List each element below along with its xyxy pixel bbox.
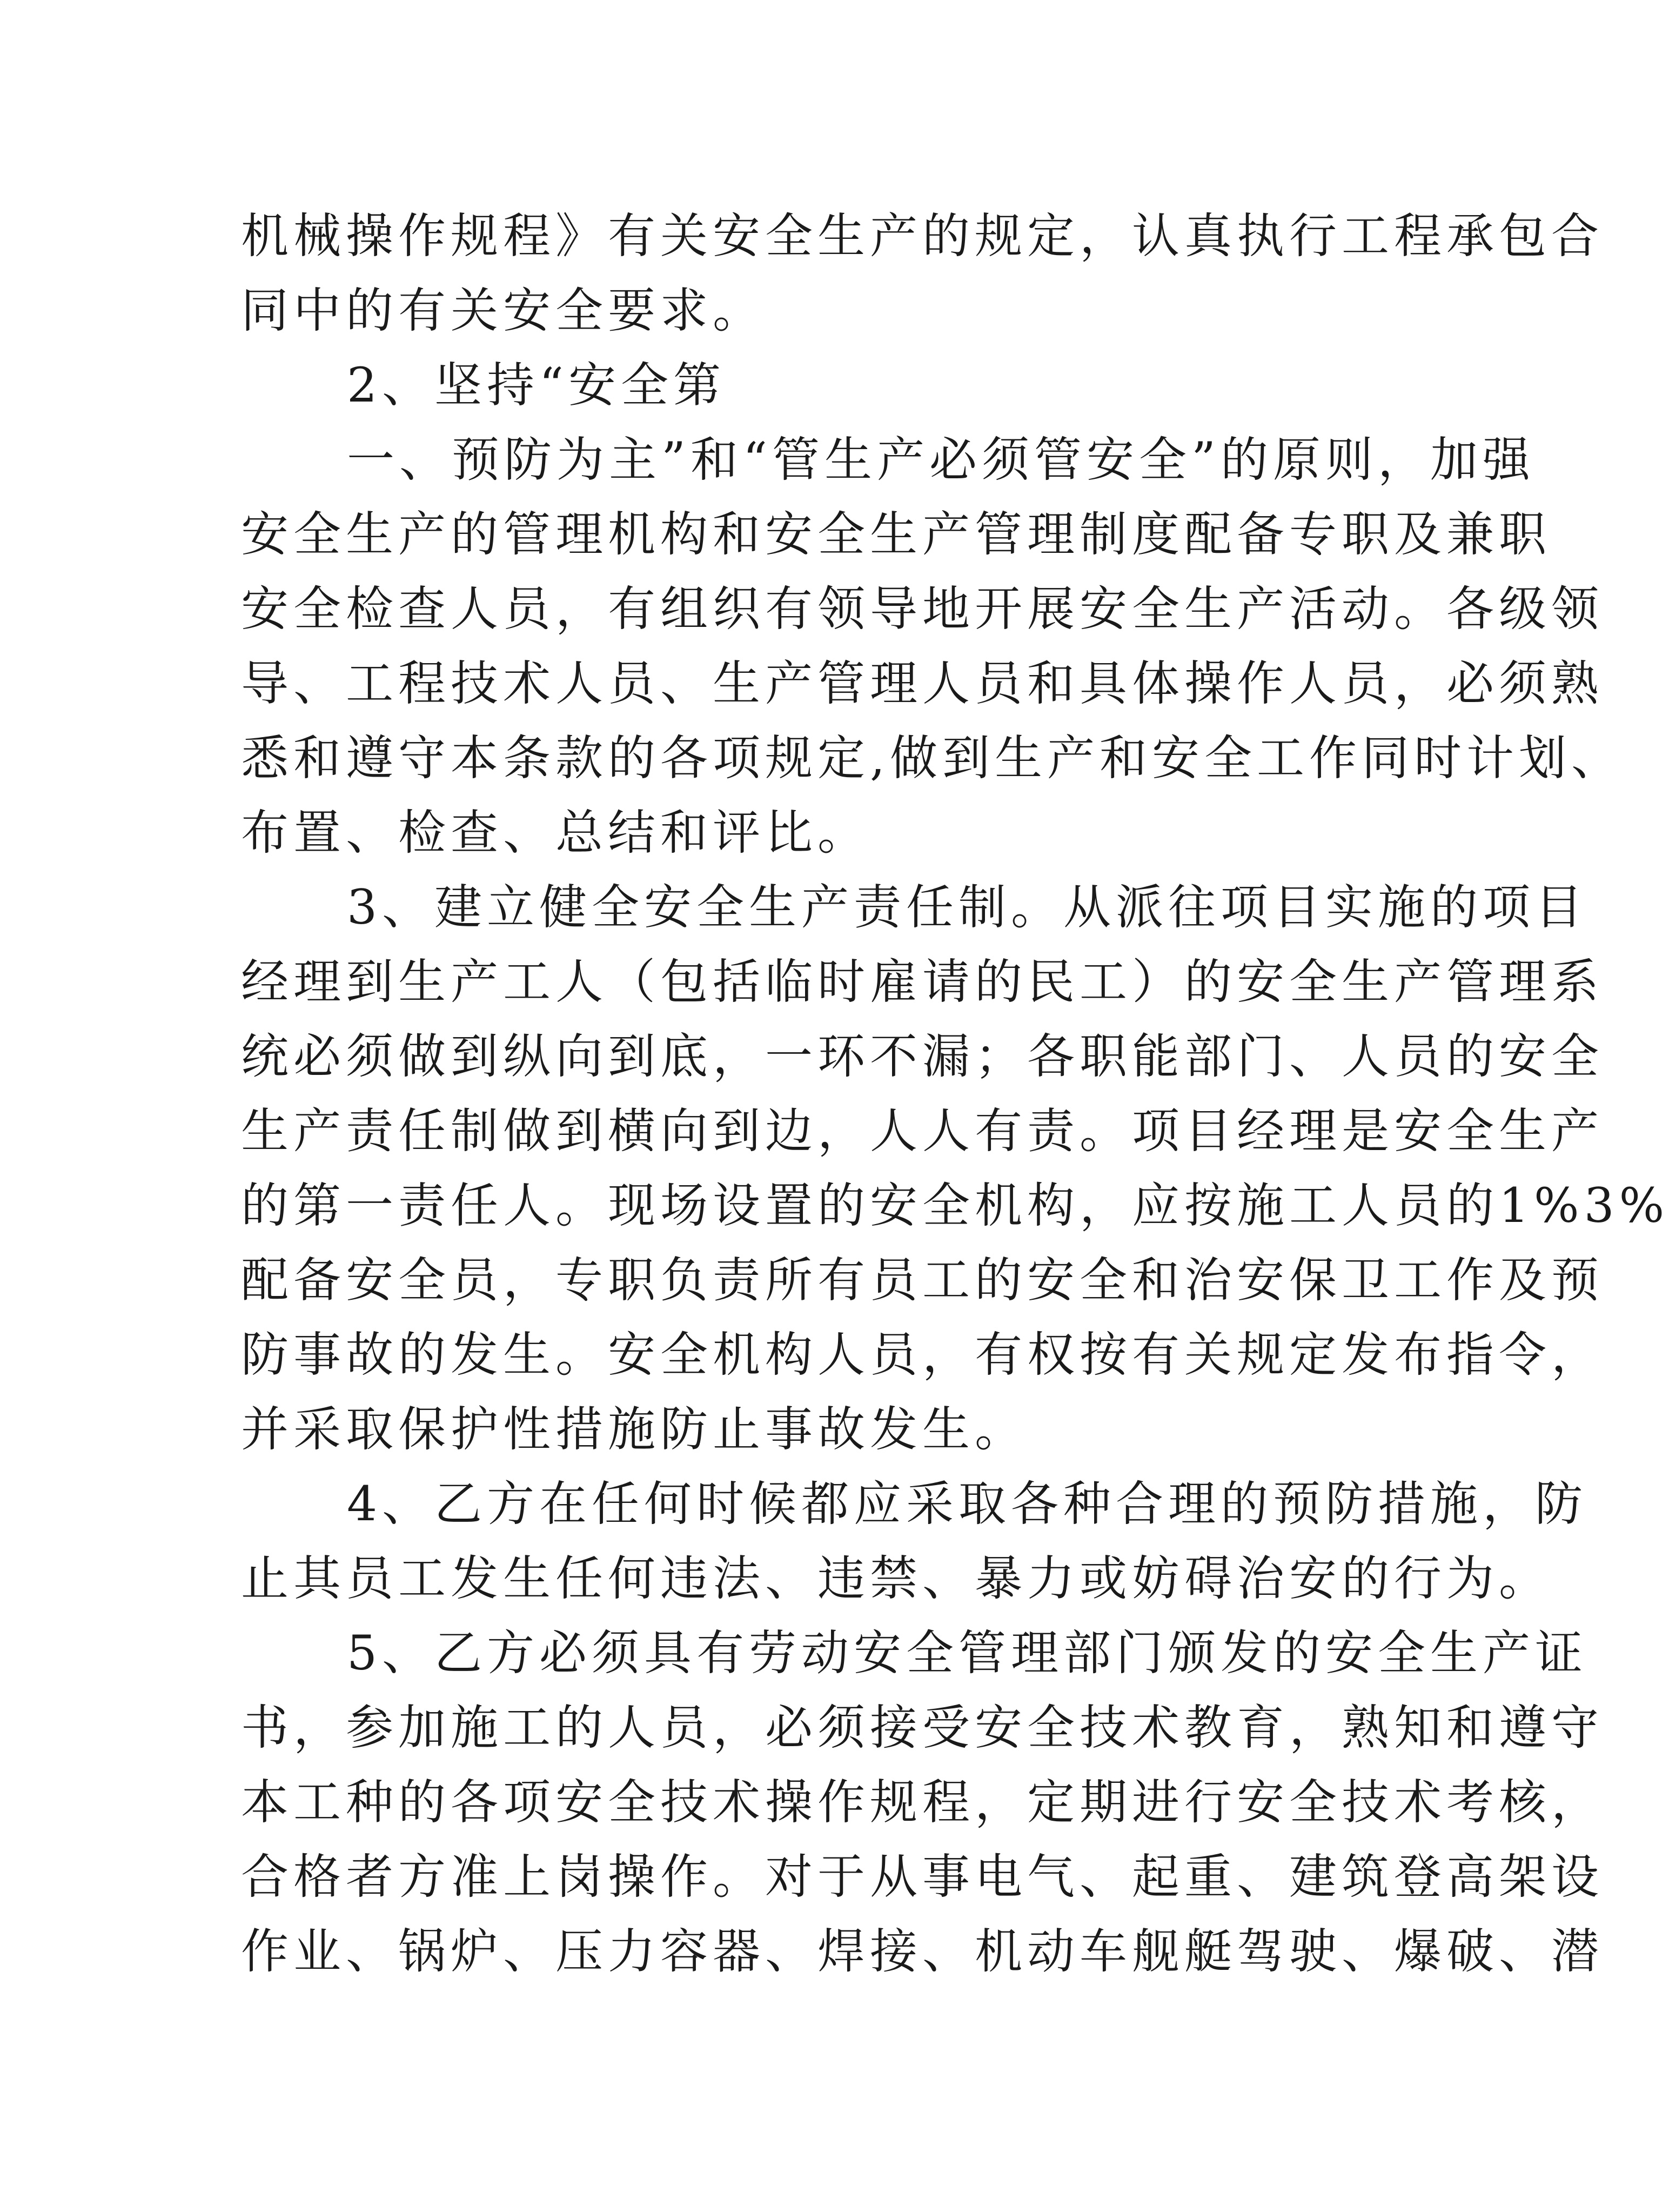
text-line: 的第一责任人。现场设置的安全机构，应按施工人员的1%3% xyxy=(241,1178,1669,1233)
text-line: 导、工程技术人员、生产管理人员和具体操作人员，必须熟 xyxy=(241,656,1604,711)
text-line: 书，参加施工的人员，必须接受安全技术教育，熟知和遵守 xyxy=(241,1700,1604,1755)
text-line: 经理到生产工人（包括临时雇请的民工）的安全生产管理系 xyxy=(241,954,1604,1010)
text-line: 机械操作规程》有关安全生产的规定，认真执行工程承包合 xyxy=(241,208,1604,264)
text-line: 3、建立健全安全生产责任制。从派往项目实施的项目 xyxy=(347,879,1587,935)
text-line: 配备安全员，专职负责所有员工的安全和治安保卫工作及预 xyxy=(241,1252,1604,1308)
text-line: 安全生产的管理机构和安全生产管理制度配备专职及兼职 xyxy=(241,506,1552,562)
text-line: 安全检查人员，有组织有领导地开展安全生产活动。各级领 xyxy=(241,581,1604,637)
document-body xyxy=(241,199,1669,1989)
text-line: 悉和遵守本条款的各项规定,做到生产和安全工作同时计划、 xyxy=(241,730,1624,786)
text-line: 4、乙方在任何时候都应采取各种合理的预防措施，防 xyxy=(347,1476,1587,1532)
text-line: 生产责任制做到横向到边，人人有责。项目经理是安全生产 xyxy=(241,1103,1604,1159)
text-line: 5、乙方必须具有劳动安全管理部门颁发的安全生产证 xyxy=(347,1625,1587,1681)
text-line: 并采取保护性措施防止事故发生。 xyxy=(241,1401,1028,1457)
text-line: 统必须做到纵向到底，一环不漏；各职能部门、人员的安全 xyxy=(241,1028,1604,1084)
text-line: 2、坚持“安全第 xyxy=(347,357,726,413)
text-line: 防事故的发生。安全机构人员，有权按有关规定发布指令， xyxy=(241,1327,1604,1382)
text-line: 合格者方准上岗操作。对于从事电气、起重、建筑登高架设 xyxy=(241,1849,1604,1904)
text-line: 本工种的各项安全技术操作规程，定期进行安全技术考核， xyxy=(241,1774,1604,1830)
text-line: 同中的有关安全要求。 xyxy=(241,283,766,338)
text-line: 布置、检查、总结和评比。 xyxy=(241,805,870,860)
text-line: 作业、锅炉、压力容器、焊接、机动车舰艇驾驶、爆破、潜 xyxy=(241,1923,1604,1979)
text-line: 一、预防为主”和“管生产必须管安全”的原则，加强 xyxy=(347,432,1535,487)
text-line: 止其员工发生任何违法、违禁、暴力或妨碍治安的行为。 xyxy=(241,1551,1552,1606)
